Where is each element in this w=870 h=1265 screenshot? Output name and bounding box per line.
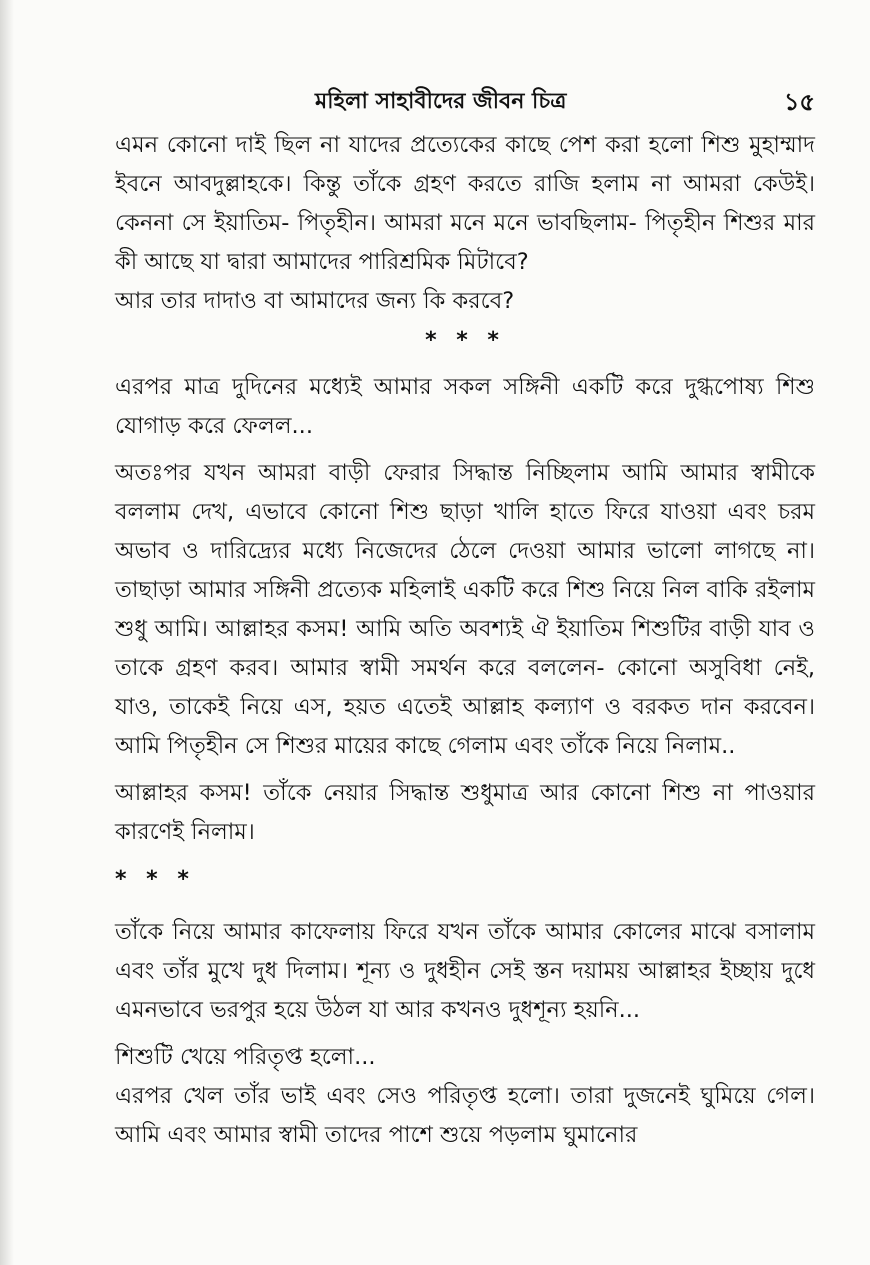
paragraph-3: এরপর মাত্র দুদিনের মধ্যেই আমার সকল সঙ্গিনী একটি করে দুগ্ধপোষ্য শিশু যোগাড় করে ফেলল... (115, 374, 815, 439)
page-body (115, 126, 815, 1155)
page-number: ১৫ (783, 88, 815, 116)
paragraph-8: এরপর খেল তাঁর ভাই এবং সেও পরিতৃপ্ত হলো। তারা দুজনেই ঘুমিয়ে গেল। আমি এবং আমার স্বামী তাদের পাশে শুয়ে পড়লাম ঘুমানোর (115, 1083, 815, 1148)
running-title: মহিলা সাহাবীদের জীবন চিত্র (315, 89, 567, 114)
paragraph-5: আল্লাহর কসম! তাঁকে নেয়ার সিদ্ধান্ত শুধুমাত্র আর কোনো শিশু না পাওয়ার কারণেই নিলাম। (115, 780, 815, 845)
page-binding-shadow (0, 0, 14, 1265)
paragraph-2: আর তার দাদাও বা আমাদের জন্য কি করবে? (115, 288, 515, 314)
section-separator-2: * * * (115, 867, 195, 892)
running-header (115, 84, 815, 120)
paragraph-4: অতঃপর যখন আমরা বাড়ী ফেরার সিদ্ধান্ত নিচ্ছিলাম আমি আমার স্বামীকে বললাম দেখ, এভাবে কোনো শিশু ছাড়া খালি হাতে ফিরে যাওয়া এবং চরম অভাব ও দারিদ্র্যের মধ্যে নিজেদের ঠেলে দেওয়া আমার ভালো লাগছে না। তাছাড়া আমার সঙ্গিনী প্রত্যেক মহিলাই একটি করে শিশু নিয়ে নিল বাকি রইলাম শুধু আমি। আল্লাহর কসম! আমি অতি অবশ্যই ঐ ইয়াতিম শিশুটির বাড়ী যাব ও তাকে গ্রহণ করব। আমার স্বামী সমর্থন করে বললেন- কোনো অসুবিধা নেই, যাও, তাকেই নিয়ে এস, হয়ত এতেই আল্লাহ কল্যাণ ও বরকত দান করবেন। আমি পিতৃহীন সে শিশুর মায়ের কাছে গেলাম এবং তাঁকে নিয়ে নিলাম.. (115, 460, 815, 759)
paragraph-1: এমন কোনো দাই ছিল না যাদের প্রত্যেকের কাছে পেশ করা হলো শিশু মুহাম্মাদ ইবনে আবদুল্লাহকে। কিন্তু তাঁকে গ্রহণ করতে রাজি হলাম না আমরা কেউই। কেননা সে ইয়াতিম- পিতৃহীন। আমরা মনে মনে ভাবছিলাম- পিতৃহীন শিশুর মার কী আছে যা দ্বারা আমাদের পারিশ্রমিক মিটাবে? (115, 132, 815, 275)
paragraph-6: তাঁকে নিয়ে আমার কাফেলায় ফিরে যখন তাঁকে আমার কোলের মাঝে বসালাম এবং তাঁর মুখে দুধ দিলাম। শূন্য ও দুধহীন সেই স্তন দয়াময় আল্লাহর ইচ্ছায় দুধে এমনভাবে ভরপুর হয়ে উঠল যা আর কখনও দুধশূন্য হয়নি... (115, 919, 815, 1023)
paragraph-7: শিশুটি খেয়ে পরিতৃপ্ত হলো... (115, 1044, 376, 1070)
section-separator-1: * * * (425, 328, 505, 353)
